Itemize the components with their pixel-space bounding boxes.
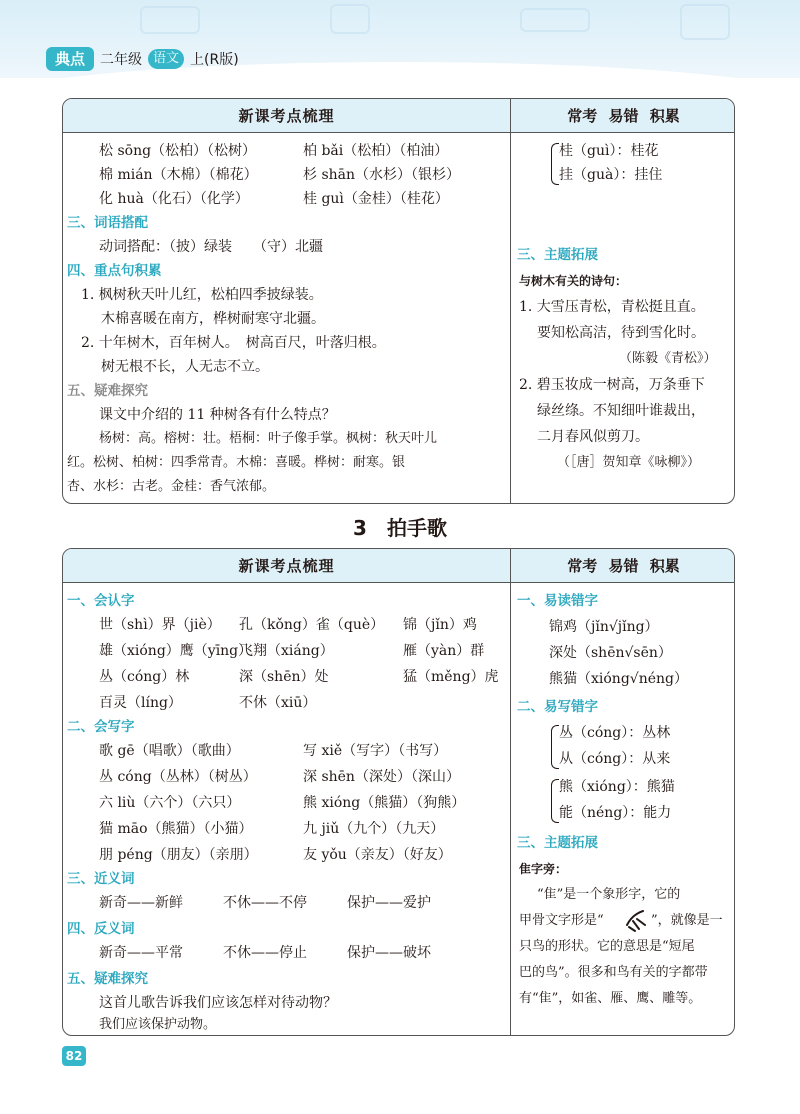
radical-text: ”，就像是一 xyxy=(651,913,723,928)
key-sentence: 树无根不长，人无志不立。 xyxy=(101,359,269,375)
section-title: 二、易写错字 xyxy=(517,699,598,715)
synonym: 保护——爱护 xyxy=(347,895,431,911)
poem-line: 二月春风似剪刀。 xyxy=(537,429,649,445)
char-pair: 能（néng）：能力 xyxy=(559,805,672,821)
read-word: 雄（xióng）鹰（yīng） xyxy=(99,643,253,659)
panel-header-left: 新课考点梳理 xyxy=(238,557,335,575)
answer-text: 杨树：高。榕树：壮。梧桐：叶子像手掌。枫树：秋天叶儿 xyxy=(99,431,438,446)
panel-header-right: 常考 易错 积累 xyxy=(510,549,735,583)
easy-read-item: 锦鸡（jǐn√jǐng） xyxy=(549,619,659,635)
brace xyxy=(551,725,559,769)
antonym: 新奇——平常 xyxy=(99,945,183,961)
poem-line: 要知松高洁，待到雪化时。 xyxy=(537,325,705,341)
section-title: 三、主题拓展 xyxy=(517,247,598,263)
char-pair: 挂（guà）：挂住 xyxy=(559,167,663,183)
read-word: 雁（yàn）群 xyxy=(403,643,485,659)
column-divider xyxy=(510,583,511,1035)
antonym: 不休——停止 xyxy=(223,945,307,961)
char-pair: 熊（xióng）：熊猫 xyxy=(559,779,675,795)
easy-read-item: 熊猫（xióng√néng） xyxy=(549,671,688,687)
write-word: 朋 péng（朋友）（亲朋） xyxy=(99,847,258,863)
write-word: 丛 cóng（丛林）（树丛） xyxy=(99,769,257,785)
section-title: 一、易读错字 xyxy=(517,593,598,609)
answer-text: 杏、水杉：古老。金桂：香气浓郁。 xyxy=(67,479,276,494)
decor-frame xyxy=(680,4,730,40)
section-title: 四、反义词 xyxy=(67,921,135,937)
key-sentence: 木棉喜暖在南方，桦树耐寒守北疆。 xyxy=(101,311,325,327)
book-logo: 典点 xyxy=(46,47,94,71)
key-sentence: 2. 十年树木，百年树人。 树高百尺，叶落归根。 xyxy=(81,335,386,351)
section-title: 二、会写字 xyxy=(67,719,135,735)
char-pair: 丛（cóng）：丛林 xyxy=(559,725,671,741)
brace xyxy=(551,779,559,823)
radical-text: “隹”是一个象形字，它的 xyxy=(537,887,681,902)
collocation-line: 动词搭配：（披）绿装 （守）北疆 xyxy=(99,239,323,255)
char-pair: 桂（guì）：桂花 xyxy=(559,143,659,159)
radical-text: 只鸟的形状。它的意思是“短尾 xyxy=(519,939,695,954)
brace xyxy=(551,143,559,185)
grade-label: 二年级 xyxy=(100,52,142,68)
read-word: 猛（měng）虎 xyxy=(403,669,499,685)
radical-title: 隹字旁： xyxy=(519,862,568,876)
poem-line: 2. 碧玉妆成一树高，万条垂下 xyxy=(519,377,705,393)
decor-frame xyxy=(140,6,200,34)
lesson-panel-top xyxy=(62,98,735,504)
lesson-panel-bottom xyxy=(62,548,735,1036)
decor-frame xyxy=(330,4,370,34)
write-word: 松 sōng（松柏）（松树） xyxy=(99,143,257,159)
write-word: 六 liù（六个）（六只） xyxy=(99,795,241,811)
question-text: 这首儿歌告诉我们应该怎样对待动物？ xyxy=(99,995,337,1011)
panel-header-right: 常考 易错 积累 xyxy=(510,99,735,133)
radical-text: 巴的鸟”。很多和鸟有关的字都带 xyxy=(519,965,708,980)
volume-label: 上(R版) xyxy=(190,52,239,68)
read-word: 世（shì）界（jiè） xyxy=(99,617,221,633)
column-divider xyxy=(510,133,511,503)
poem-source: （陈毅《青松》） xyxy=(619,351,717,366)
write-word: 杉 shān（水杉）（银杉） xyxy=(303,167,461,183)
synonym: 新奇——新鲜 xyxy=(99,895,183,911)
easy-read-item: 深处（shēn√sēn） xyxy=(549,645,672,661)
section-title: 三、主题拓展 xyxy=(517,835,598,851)
running-header xyxy=(46,46,239,72)
read-word: 百灵（líng） xyxy=(99,695,182,711)
write-word: 写 xiě（写字）（书写） xyxy=(303,743,448,759)
read-word: 孔（kǒng）雀（què） xyxy=(239,617,385,633)
decor-frame xyxy=(520,8,590,32)
write-word: 棉 mián（木棉）（棉花） xyxy=(99,167,258,183)
chapter-title: 3 拍手歌 xyxy=(353,516,447,540)
antonym: 保护——破坏 xyxy=(347,945,431,961)
section-title: 三、近义词 xyxy=(67,871,135,887)
write-word: 友 yǒu（亲友）（好友） xyxy=(303,847,452,863)
subject-badge: 语文 xyxy=(148,49,184,69)
key-sentence: 1. 枫树秋天叶儿红，松柏四季披绿装。 xyxy=(81,287,323,303)
radical-text: 甲骨文字形是“ xyxy=(519,913,604,928)
write-word: 柏 bǎi（松柏）（柏油） xyxy=(303,143,449,159)
read-word: 锦（jǐn）鸡 xyxy=(403,617,477,633)
write-word: 化 huà（化石）（化学） xyxy=(99,191,249,207)
char-pair: 从（cóng）：从来 xyxy=(559,751,671,767)
radical-text: 有“隹”，如雀、雁、鹰、雕等。 xyxy=(519,991,702,1006)
section-title: 三、词语搭配 xyxy=(67,215,148,231)
read-word: 飞翔（xiáng） xyxy=(239,643,334,659)
question-text: 课文中介绍的 11 种树各有什么特点？ xyxy=(99,407,336,423)
poem-line: 绿丝绦。不知细叶谁裁出， xyxy=(537,403,705,419)
write-word: 歌 gē（唱歌）（歌曲） xyxy=(99,743,240,759)
poem-source: （［唐］贺知章《咏柳》） xyxy=(557,455,701,470)
oracle-bone-bird-glyph xyxy=(623,907,649,933)
poem-line: 1. 大雪压青松，青松挺且直。 xyxy=(519,299,705,315)
read-word: 深（shēn）处 xyxy=(239,669,329,685)
write-word: 深 shēn（深处）（深山） xyxy=(303,769,460,785)
write-word: 熊 xióng（熊猫）（狗熊） xyxy=(303,795,466,811)
section-title: 四、重点句积累 xyxy=(67,263,162,279)
section-title: 五、疑难探究 xyxy=(67,971,148,987)
answer-text: 我们应该保护动物。 xyxy=(99,1017,217,1032)
write-word: 猫 māo（熊猫）（小猫） xyxy=(99,821,253,837)
section-title: 一、会认字 xyxy=(67,593,135,609)
write-word: 九 jiǔ（九个）（九天） xyxy=(303,821,445,837)
section-title: 五、疑难探究 xyxy=(67,383,148,399)
synonym: 不休——不停 xyxy=(223,895,307,911)
poem-intro: 与树木有关的诗句： xyxy=(519,274,628,288)
page-number: 82 xyxy=(62,1046,86,1066)
read-word: 不休（xiū） xyxy=(239,695,317,711)
panel-header-left: 新课考点梳理 xyxy=(238,107,335,125)
write-word: 桂 guì（金桂）（桂花） xyxy=(303,191,449,207)
read-word: 丛（cóng）林 xyxy=(99,669,190,685)
answer-text: 红。松树、柏树：四季常青。木棉：喜暖。桦树：耐寒。银 xyxy=(67,455,406,470)
